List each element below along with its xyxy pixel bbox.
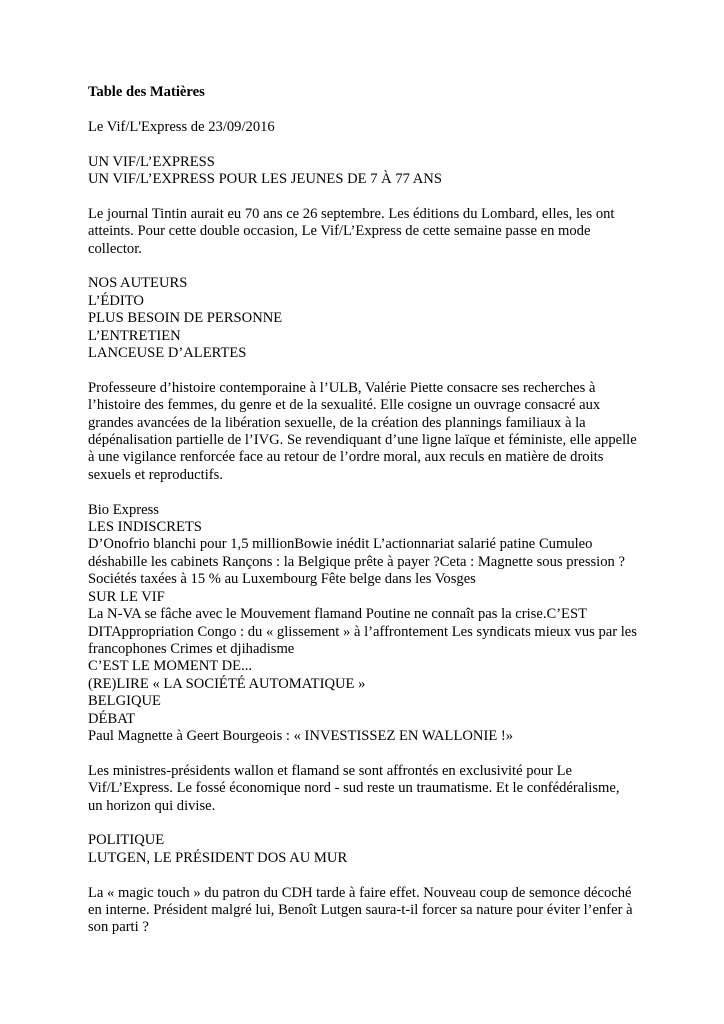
text-line: atteints. Pour cette double occasion, Le Vif/L’Express de cette semaine passe en mode — [88, 223, 591, 240]
section-heading: UN VIF/L’EXPRESS — [88, 153, 215, 170]
section-heading: UN VIF/L’EXPRESS POUR LES JEUNES DE 7 À 77 ANS — [88, 171, 442, 187]
debate-paragraph — [88, 763, 648, 815]
text-line: Bio Express — [88, 501, 159, 518]
interview-paragraph — [88, 380, 648, 484]
section-heading: L’ENTRETIEN — [88, 327, 181, 344]
text-line: sexuels et reproductifs. — [88, 466, 223, 483]
indiscrets-block — [88, 502, 648, 746]
intro-paragraph — [88, 206, 648, 258]
section-heading: LUTGEN, LE PRÉSIDENT DOS AU MUR — [88, 849, 348, 866]
text-line: Vif/L’Express. Le fossé économique nord - sud reste un traumatisme. Et le confédéralisme, — [88, 780, 620, 797]
politics-paragraph — [88, 885, 648, 937]
text-line: Le journal Tintin aurait eu 70 ans ce 26 septembre. Les éditions du Lombard, elles, les ont — [88, 205, 615, 222]
document-title: Table des Matières — [88, 84, 205, 100]
section-heading: POLITIQUE — [88, 832, 165, 849]
text-line: LES INDISCRETS — [88, 519, 202, 536]
text-line: à une vigilance renforcée face au retour de l’ordre moral, aux reculs en matière de droits — [88, 449, 604, 466]
text-line: Les ministres-présidents wallon et flamand se sont affrontés en exclusivité pour Le — [88, 762, 573, 779]
politics-header-block — [88, 832, 648, 867]
text-line: francophones Crimes et djihadisme — [88, 640, 295, 657]
section-heading: L’ÉDITO — [88, 292, 144, 309]
text-line: son parti ? — [88, 919, 149, 936]
text-line: (RE)LIRE « LA SOCIÉTÉ AUTOMATIQUE » — [88, 675, 366, 692]
text-line: Paul Magnette à Geert Bourgeois : « INVESTISSEZ EN WALLONIE !» — [88, 727, 514, 744]
text-line: déshabille les cabinets Rançons : la Belgique prête à payer ?Ceta : Magnette sous pression ? — [88, 553, 625, 570]
text-line: SUR LE VIF — [88, 588, 165, 605]
text-line: Sociétés taxées à 15 % au Luxembourg Fête belge dans les Vosges — [88, 571, 476, 588]
text-line: Professeure d’histoire contemporaine à l’ULB, Valérie Piette consacre ses recherches à — [88, 379, 596, 396]
text-line: BELGIQUE — [88, 693, 161, 710]
section-heading: NOS AUTEURS — [88, 275, 188, 292]
text-line: D’Onofrio blanchi pour 1,5 millionBowie inédit L’actionnariat salarié patine Cumuleo — [88, 536, 593, 553]
text-line: grandes avancées de la libération sexuelle, de la création des plannings familiaux à la — [88, 414, 586, 431]
text-line: La N-VA se fâche avec le Mouvement flamand Poutine ne connaît pas la crise.C’EST — [88, 606, 588, 623]
section-heading: LANCEUSE D’ALERTES — [88, 345, 247, 362]
text-line: l’histoire des femmes, du genre et de la sexualité. Elle cosigne un ouvrage consacré aux — [88, 397, 601, 414]
section-list-block — [88, 275, 648, 362]
document-page — [88, 84, 648, 937]
text-line: DÉBAT — [88, 710, 136, 727]
text-line: La « magic touch » du patron du CDH tarde à faire effet. Nouveau coup de semonce décoché — [88, 884, 632, 901]
issue-line: Le Vif/L'Express de 23/09/2016 — [88, 118, 275, 135]
text-line: DITAppropriation Congo : du « glissement » à l’affrontement Les syndicats mieux vus par les — [88, 623, 637, 640]
section-heading: PLUS BESOIN DE PERSONNE — [88, 310, 283, 327]
text-line: collector. — [88, 240, 142, 257]
text-line: C’EST LE MOMENT DE... — [88, 658, 253, 675]
text-line: un horizon qui divise. — [88, 797, 216, 814]
section-header-block — [88, 154, 648, 189]
text-line: en interne. Président malgré lui, Benoît Lutgen saura-t-il forcer sa nature pour éviter l’enfer à — [88, 901, 633, 918]
text-line: dépénalisation partielle de l’IVG. Se revendiquant d’une ligne laïque et féministe, elle appelle — [88, 432, 637, 449]
